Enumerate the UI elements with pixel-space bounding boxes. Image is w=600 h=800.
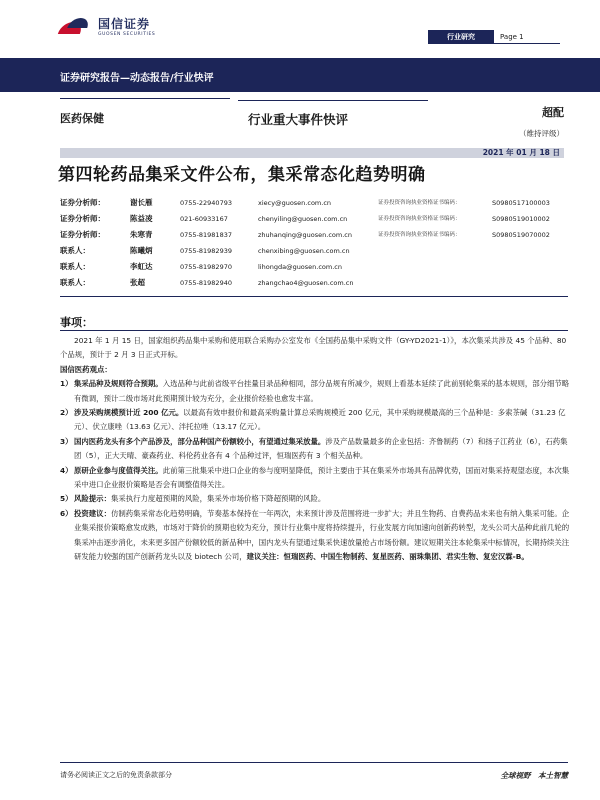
analyst-phone: 021-60933167 [180, 215, 228, 223]
report-body [60, 334, 570, 565]
company-logo [60, 14, 155, 38]
view-item [60, 507, 570, 565]
view-item-number: 5） [60, 494, 73, 504]
contact-name: 李虹达 [130, 262, 153, 271]
analyst-row [60, 227, 570, 243]
logo-name-en: GUOSEN SECURITIES [98, 32, 156, 37]
contact-role: 联系人： [60, 278, 90, 287]
sector-label [60, 98, 230, 136]
sector-text: 医药保健 [60, 111, 104, 125]
report-title: 第四轮药品集采文件公布，集采常态化趋势明确 [58, 165, 426, 185]
analyst-list [60, 195, 570, 291]
footer-divider [60, 762, 568, 763]
view-item-text: 此前第三批集采中进口企业的参与度明显降低，预计主要由于其在集采外市场具有品牌优势，国而对集采持观望态度，本次集采中进口企业报价策略是否会有调整值得关注。 [74, 465, 570, 490]
contact-name: 张超 [130, 278, 145, 287]
view-item [60, 435, 570, 464]
view-item-number: 2） [60, 408, 73, 418]
analyst-email[interactable]: chenyiling@guosen.com.cn [258, 215, 348, 223]
contact-role: 联系人： [60, 262, 90, 271]
contact-email[interactable]: zhangchao4@guosen.com.cn [258, 279, 354, 287]
events-heading: 事项： [60, 316, 93, 329]
section-divider [60, 330, 568, 331]
view-item-text: 入选品种与此前省级平台挂量目录品种相同，部分品规有所减少，规则上看基本延续了此前别轮集采的基本规则，部分细节略有微调，预计二级市场对此预期预计较为充分，企业报价经验也愈发丰富。 [74, 379, 570, 403]
view-item-lead: 原研企业参与度值得关注。 [74, 465, 163, 475]
view-item-text: 仿制药集采常态化趋势明确，节奏基本保持在一年两次，未来预计涉及范围将进一步扩大；并且生物药、自费药品未来也有纳入集采可能。企业集采报价策略愈发成熟，市场对于降价的预期也较为充分，预计行业集中度将持续提升，行业发展方向加速向创新药转型，龙头公司大品种此前几轮的集采冲击逐步消化，未来更多国产份额较低的新品种中，国内龙头有望通过集采快速放量抢占市场份额。建议短期关注本轮集采中标情况，长期持续关注研发能力较强的国产创新药龙头以及 biotech 公司， [74, 508, 570, 562]
analyst-role: 证券分析师： [60, 230, 105, 239]
rating-note: （维持评级） [519, 129, 564, 138]
rating-value: 超配 [542, 106, 564, 119]
view-item-recommendation: 建议关注：恒瑞医药、中国生物制药、复星医药、丽珠集团、君实生物、复宏汉霖-B。 [246, 552, 529, 562]
report-category-text: 证券研究报告—动态报告/行业快评 [60, 73, 214, 84]
view-item-lead: 集采品种及规则符合预期。 [74, 379, 163, 389]
analyst-cert-label: 证券投资咨询执业资格证书编码： [378, 200, 461, 206]
analyst-phone: 0755-22940793 [180, 199, 232, 207]
view-item-number: 1） [60, 379, 73, 389]
view-item-text: 以最高有效申报价和最高采购量计算总采购规模近 200 亿元，其中采购规模最高的三个品种是：多索茶碱（31.23 亿元）、伏立康唑（13.63 亿元）、泮托拉唑（13.17 亿元）。 [74, 408, 566, 432]
analyst-cert-number: S0980517100003 [492, 199, 550, 207]
analyst-name: 陈益凌 [130, 214, 153, 223]
logo-name-cn: 国信证券 [98, 17, 151, 31]
report-type-label [238, 100, 428, 136]
view-item-number: 3） [60, 436, 73, 446]
view-item-lead: 风险提示： [74, 494, 111, 504]
date-bar [60, 148, 564, 158]
view-item [60, 464, 570, 493]
report-type-text: 行业重大事件快评 [248, 111, 349, 127]
footer-slogan: 全球视野 本土智慧 [500, 771, 568, 780]
views-heading: 国信医药观点： [60, 364, 112, 374]
analyst-cert-number: S0980519010002 [492, 215, 550, 223]
doc-type-label: 行业研究 [428, 30, 494, 44]
event-intro: 2021 年 1 月 15 日，国家组织药品集中采购和使用联合采购办公室发布《全国药品集中采购文件（GY-YD2021-1）》，本次集采共涉及 45 个品种、80 个品规，预计于 2 月 3 日正式开标。 [60, 336, 567, 360]
view-item-lead: 投资建议： [74, 508, 111, 518]
header-tag-box [428, 30, 560, 44]
contact-role: 联系人： [60, 246, 90, 255]
analyst-name: 朱寒青 [130, 230, 153, 239]
analyst-role: 证券分析师： [60, 198, 105, 207]
page-number: Page 1 [494, 30, 560, 44]
view-item [60, 492, 570, 506]
analyst-phone: 0755-81981837 [180, 231, 232, 239]
logo-mark-icon [60, 14, 92, 38]
contact-phone: 0755-81982939 [180, 247, 232, 255]
view-item-number: 6） [60, 508, 73, 518]
analyst-email[interactable]: xiecy@guosen.com.cn [258, 199, 332, 207]
contact-phone: 0755-81982940 [180, 279, 232, 287]
view-item [60, 406, 570, 435]
view-item-text: 涉及产品数量最多的企业包括：齐鲁制药（7）和扬子江药业（6），石药集团（5），正大天晴、豪森药业、科伦药业各有 4 个品种过评，恒瑞医药有 3 个相关品种。 [74, 436, 568, 461]
report-date: 2021 年 01 月 18 日 [482, 148, 560, 157]
analyst-name: 谢长雁 [130, 198, 153, 207]
view-item-lead: 国内医药龙头有多个产品涉及，部分品种国产份额较小，有望通过集采放量。 [74, 436, 326, 446]
analyst-cert-label: 证券投资咨询执业资格证书编码： [378, 232, 461, 238]
section-divider [60, 296, 568, 297]
view-item [60, 377, 570, 406]
contact-row [60, 259, 570, 275]
view-item-text: 集采执行力度超预期的风险，集采外市场价格下降超预期的风险。 [110, 494, 326, 504]
analyst-email[interactable]: zhuhanqing@guosen.com.cn [258, 231, 352, 239]
footer-disclaimer: 请务必阅读正文之后的免责条款部分 [60, 771, 172, 779]
contact-row [60, 275, 570, 291]
analyst-role: 证券分析师： [60, 214, 105, 223]
contact-row [60, 243, 570, 259]
analyst-cert-label: 证券投资咨询执业资格证书编码： [378, 216, 461, 222]
view-item-lead: 涉及采购规模预计近 200 亿元。 [74, 408, 184, 418]
contact-email[interactable]: lihongda@guosen.com.cn [258, 263, 342, 271]
analyst-row [60, 211, 570, 227]
view-item-number: 4） [60, 465, 73, 475]
contact-phone: 0755-81982970 [180, 263, 232, 271]
analyst-row [60, 195, 570, 211]
contact-name: 陈曦炳 [130, 246, 153, 255]
report-category-band [0, 58, 600, 92]
analyst-cert-number: S0980519070002 [492, 231, 550, 239]
contact-email[interactable]: chenxibing@guosen.com.cn [258, 247, 350, 255]
